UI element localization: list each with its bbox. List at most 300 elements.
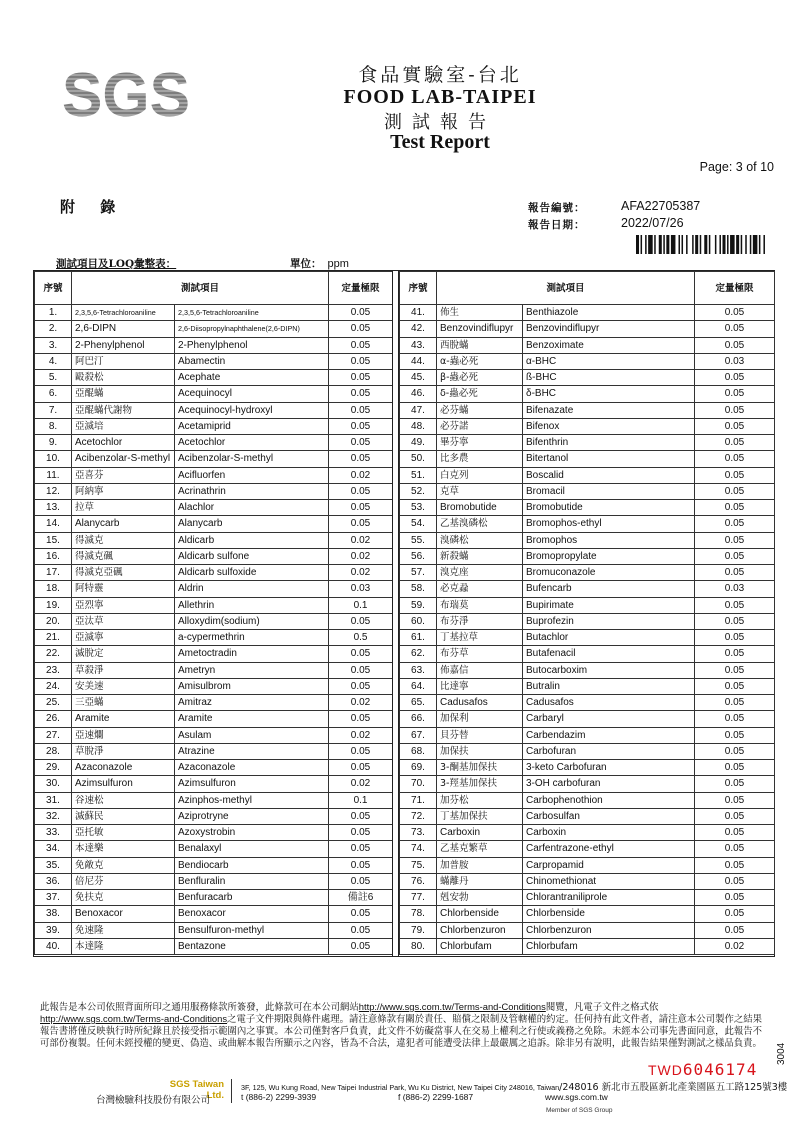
row-number: 73. bbox=[400, 825, 437, 841]
analyte-name-en: Aramite bbox=[175, 711, 329, 727]
loq-value: 0.05 bbox=[695, 711, 775, 727]
table-row bbox=[400, 613, 775, 629]
table-divider bbox=[392, 271, 399, 956]
analyte-name-local: 谷速松 bbox=[72, 792, 175, 808]
loq-value: 0.05 bbox=[329, 743, 393, 759]
loq-value: 0.05 bbox=[695, 630, 775, 646]
table-row bbox=[35, 695, 393, 711]
analyte-name-local: Carboxin bbox=[437, 825, 523, 841]
loq-value: 0.05 bbox=[695, 370, 775, 386]
loq-value: 0.05 bbox=[695, 467, 775, 483]
table-row bbox=[35, 890, 393, 906]
analyte-name-en: Buprofezin bbox=[523, 613, 695, 629]
loq-value: 0.05 bbox=[695, 435, 775, 451]
row-number: 40. bbox=[35, 938, 72, 954]
table-row bbox=[35, 760, 393, 776]
analyte-name-en: Atrazine bbox=[175, 743, 329, 759]
table-row bbox=[35, 873, 393, 889]
col-header-no: 序號 bbox=[400, 272, 437, 305]
loq-value: 0.05 bbox=[329, 873, 393, 889]
loq-value: 0.05 bbox=[329, 711, 393, 727]
analyte-name-local: 免扶克 bbox=[72, 890, 175, 906]
analyte-name-local: Bromobutide bbox=[437, 500, 523, 516]
row-number: 34. bbox=[35, 841, 72, 857]
analyte-name-local: Aramite bbox=[72, 711, 175, 727]
row-number: 1. bbox=[35, 305, 72, 321]
analyte-name-en: Boscalid bbox=[523, 467, 695, 483]
row-number: 80. bbox=[400, 938, 437, 954]
analyte-name-local: 本達樂 bbox=[72, 841, 175, 857]
disclaimer-text: 此報告是本公司依照背面所印之通用服務條款所簽發，此條款可在本公司網站 bbox=[40, 1001, 359, 1012]
terms-link[interactable]: http://www.sgs.com.tw/Terms-and-Conditions bbox=[358, 1001, 546, 1012]
table-row bbox=[400, 808, 775, 824]
website-link[interactable]: www.sgs.com.tw bbox=[545, 1092, 608, 1102]
row-number: 17. bbox=[35, 565, 72, 581]
loq-value: 0.02 bbox=[329, 467, 393, 483]
report-number-label: 報告編號： bbox=[528, 202, 586, 214]
analyte-name-en: Aldicarb bbox=[175, 532, 329, 548]
row-number: 41. bbox=[400, 305, 437, 321]
analyte-name-en: Carbendazim bbox=[523, 727, 695, 743]
analyte-name-en: 3-keto Carbofuran bbox=[523, 760, 695, 776]
analyte-name-local: Acibenzolar-S-methyl bbox=[72, 451, 175, 467]
analyte-name-local: 亞醌蟎 bbox=[72, 386, 175, 402]
analyte-name-en: 2,6-Diisopropylnaphthalene(2,6-DIPN) bbox=[175, 321, 329, 337]
address-en: 3F, 125, Wu Kung Road, New Taipei Industrial Park, Wu Ku District, New Taipei City 248016, Taiwan bbox=[241, 1083, 560, 1092]
analyte-name-local: 丁基加保扶 bbox=[437, 808, 523, 824]
serial-prefix: TWD bbox=[648, 1062, 683, 1078]
loq-value: 0.02 bbox=[695, 938, 775, 954]
report-title-en: Test Report bbox=[390, 131, 490, 153]
row-number: 35. bbox=[35, 857, 72, 873]
table-row bbox=[35, 613, 393, 629]
analyte-name-local: Benoxacor bbox=[72, 906, 175, 922]
table-caption: 測試項目及LOQ彙整表： bbox=[56, 258, 177, 270]
loq-value: 0.05 bbox=[329, 337, 393, 353]
analyte-name-local: 布芬淨 bbox=[437, 613, 523, 629]
loq-value: 0.05 bbox=[695, 451, 775, 467]
analyte-name-local: 蟎離丹 bbox=[437, 873, 523, 889]
analyte-name-local: 西脫蟎 bbox=[437, 337, 523, 353]
loq-value: 0.05 bbox=[329, 451, 393, 467]
loq-value: 0.05 bbox=[329, 662, 393, 678]
col-header-loq: 定量極限 bbox=[329, 272, 393, 305]
table-row bbox=[400, 938, 775, 954]
analyte-name-en: Acrinathrin bbox=[175, 483, 329, 499]
loq-value: 0.05 bbox=[329, 500, 393, 516]
table-row bbox=[400, 500, 775, 516]
row-number: 33. bbox=[35, 825, 72, 841]
sgs-logo bbox=[60, 60, 192, 124]
table-row bbox=[35, 581, 393, 597]
loq-value: 0.05 bbox=[695, 792, 775, 808]
analyte-name-en: Cadusafos bbox=[523, 695, 695, 711]
table-row bbox=[400, 321, 775, 337]
analyte-name-local: 安美速 bbox=[72, 678, 175, 694]
row-number: 67. bbox=[400, 727, 437, 743]
row-number: 59. bbox=[400, 597, 437, 613]
loq-value: 0.05 bbox=[329, 483, 393, 499]
analyte-name-local: 白克列 bbox=[437, 467, 523, 483]
loq-table bbox=[33, 270, 775, 957]
analyte-name-local: 毆殺松 bbox=[72, 370, 175, 386]
loq-value: 0.05 bbox=[695, 662, 775, 678]
analyte-name-en: Carpropamid bbox=[523, 857, 695, 873]
loq-value: 0.03 bbox=[695, 581, 775, 597]
analyte-name-en: Bromophos bbox=[523, 532, 695, 548]
analyte-name-local: 加保扶 bbox=[437, 743, 523, 759]
loq-value: 0.05 bbox=[695, 922, 775, 938]
analyte-name-local: 溴克座 bbox=[437, 565, 523, 581]
row-number: 68. bbox=[400, 743, 437, 759]
analyte-name-local: 草殺淨 bbox=[72, 662, 175, 678]
analyte-name-en: Amitraz bbox=[175, 695, 329, 711]
table-row bbox=[400, 841, 775, 857]
loq-value: 0.05 bbox=[329, 938, 393, 954]
loq-value: 0.05 bbox=[695, 532, 775, 548]
analyte-name-local: δ-蟲必死 bbox=[437, 386, 523, 402]
analyte-name-local: 得滅克亞碸 bbox=[72, 565, 175, 581]
analyte-name-local: 3-酮基加保扶 bbox=[437, 760, 523, 776]
loq-value: 0.05 bbox=[695, 727, 775, 743]
table-row bbox=[400, 727, 775, 743]
table-row bbox=[400, 825, 775, 841]
table-row bbox=[400, 418, 775, 434]
svg-text:SGS: SGS bbox=[62, 61, 190, 124]
serial-value: 6046174 bbox=[682, 1060, 758, 1079]
analyte-name-local: 佈生 bbox=[437, 305, 523, 321]
unit-info bbox=[290, 256, 349, 271]
row-number: 16. bbox=[35, 548, 72, 564]
analyte-name-local: 溴磷松 bbox=[437, 532, 523, 548]
analyte-name-local: 新殺蟎 bbox=[437, 548, 523, 564]
table-row bbox=[35, 727, 393, 743]
loq-value: 0.05 bbox=[695, 906, 775, 922]
table-row bbox=[400, 548, 775, 564]
analyte-name-en: Asulam bbox=[175, 727, 329, 743]
analyte-name-en: Butachlor bbox=[523, 630, 695, 646]
loq-value: 0.05 bbox=[329, 418, 393, 434]
row-number: 29. bbox=[35, 760, 72, 776]
analyte-name-local: 2,3,5,6-Tetrachloroaniline bbox=[72, 305, 175, 321]
loq-value: 0.05 bbox=[695, 337, 775, 353]
row-number: 22. bbox=[35, 646, 72, 662]
analyte-name-en: Bifenthrin bbox=[523, 435, 695, 451]
analyte-name-local: 加普胺 bbox=[437, 857, 523, 873]
row-number: 65. bbox=[400, 695, 437, 711]
fax: f (886-2) 2299-1687 bbox=[398, 1092, 474, 1102]
loq-value: 0.05 bbox=[329, 613, 393, 629]
row-number: 61. bbox=[400, 630, 437, 646]
report-date-label: 報告日期： bbox=[528, 219, 586, 231]
loq-value: 0.05 bbox=[695, 402, 775, 418]
row-number: 72. bbox=[400, 808, 437, 824]
analyte-name-en: Benzovindiflupyr bbox=[523, 321, 695, 337]
analyte-name-local: 免敵克 bbox=[72, 857, 175, 873]
analyte-name-en: Bufencarb bbox=[523, 581, 695, 597]
table-row bbox=[35, 825, 393, 841]
appendix-heading: 附 錄 bbox=[60, 198, 126, 216]
col-header-no: 序號 bbox=[35, 272, 72, 305]
loq-value: 0.1 bbox=[329, 792, 393, 808]
analyte-name-local: Alanycarb bbox=[72, 516, 175, 532]
analyte-name-local: Acetochlor bbox=[72, 435, 175, 451]
table-row bbox=[35, 516, 393, 532]
analyte-name-en: Azinphos-methyl bbox=[175, 792, 329, 808]
table-row bbox=[35, 305, 393, 321]
loq-value: 0.05 bbox=[329, 386, 393, 402]
loq-value: 0.05 bbox=[695, 695, 775, 711]
analyte-name-en: Bifenazate bbox=[523, 402, 695, 418]
row-number: 52. bbox=[400, 483, 437, 499]
analyte-name-local: 2-Phenylphenol bbox=[72, 337, 175, 353]
terms-link[interactable]: http://www.sgs.com.tw/Terms-and-Conditions bbox=[40, 1013, 228, 1024]
row-number: 27. bbox=[35, 727, 72, 743]
row-number: 23. bbox=[35, 662, 72, 678]
table-row bbox=[400, 743, 775, 759]
loq-value: 0.05 bbox=[695, 776, 775, 792]
row-number: 43. bbox=[400, 337, 437, 353]
loq-value: 0.05 bbox=[329, 678, 393, 694]
disclaimer bbox=[40, 1001, 762, 1049]
lab-name-en: FOOD LAB-TAIPEI bbox=[343, 86, 537, 108]
analyte-name-local: 滅脫定 bbox=[72, 646, 175, 662]
analyte-name-local: 亞速爛 bbox=[72, 727, 175, 743]
loq-value: 0.05 bbox=[329, 402, 393, 418]
row-number: 39. bbox=[35, 922, 72, 938]
row-number: 79. bbox=[400, 922, 437, 938]
row-number: 11. bbox=[35, 467, 72, 483]
loq-value: 0.03 bbox=[329, 581, 393, 597]
analyte-name-local: 比達寧 bbox=[437, 678, 523, 694]
footer-separator bbox=[231, 1079, 232, 1103]
loq-value: 0.05 bbox=[695, 516, 775, 532]
analyte-name-local: 本達隆 bbox=[72, 938, 175, 954]
row-number: 20. bbox=[35, 613, 72, 629]
table-row bbox=[35, 370, 393, 386]
table-row bbox=[35, 565, 393, 581]
analyte-name-en: Amisulbrom bbox=[175, 678, 329, 694]
analyte-name-local: 三亞蟎 bbox=[72, 695, 175, 711]
analyte-name-en: Carbosulfan bbox=[523, 808, 695, 824]
loq-value: 0.02 bbox=[329, 565, 393, 581]
table-row bbox=[35, 678, 393, 694]
analyte-name-en: Abamectin bbox=[175, 353, 329, 369]
row-number: 76. bbox=[400, 873, 437, 889]
loq-value: 0.05 bbox=[695, 760, 775, 776]
analyte-name-local: 乙基溴磷松 bbox=[437, 516, 523, 532]
loq-value: 備註6 bbox=[329, 890, 393, 906]
loq-value: 0.05 bbox=[695, 483, 775, 499]
loq-value: 0.05 bbox=[329, 841, 393, 857]
analyte-name-en: Butralin bbox=[523, 678, 695, 694]
table-row bbox=[400, 435, 775, 451]
row-number: 10. bbox=[35, 451, 72, 467]
table-row bbox=[35, 841, 393, 857]
table-row bbox=[400, 353, 775, 369]
table-row bbox=[35, 922, 393, 938]
row-number: 5. bbox=[35, 370, 72, 386]
loq-value: 0.02 bbox=[329, 532, 393, 548]
analyte-name-local: 阿特靈 bbox=[72, 581, 175, 597]
analyte-name-en: Chlorbufam bbox=[523, 938, 695, 954]
row-number: 51. bbox=[400, 467, 437, 483]
loq-value: 0.05 bbox=[329, 906, 393, 922]
analyte-name-en: Acifluorfen bbox=[175, 467, 329, 483]
loq-value: 0.05 bbox=[695, 597, 775, 613]
row-number: 47. bbox=[400, 402, 437, 418]
row-number: 57. bbox=[400, 565, 437, 581]
analyte-name-en: Benthiazole bbox=[523, 305, 695, 321]
row-number: 3. bbox=[35, 337, 72, 353]
side-number: 3004 bbox=[776, 1042, 787, 1065]
analyte-name-local: 貝芬替 bbox=[437, 727, 523, 743]
row-number: 71. bbox=[400, 792, 437, 808]
analyte-name-en: Bitertanol bbox=[523, 451, 695, 467]
table-row bbox=[400, 678, 775, 694]
row-number: 25. bbox=[35, 695, 72, 711]
analyte-name-local: 得滅克 bbox=[72, 532, 175, 548]
analyte-name-en: Carbophenothion bbox=[523, 792, 695, 808]
analyte-name-en: 2-Phenylphenol bbox=[175, 337, 329, 353]
analyte-name-local: Cadusafos bbox=[437, 695, 523, 711]
table-row bbox=[400, 483, 775, 499]
table-row bbox=[400, 792, 775, 808]
analyte-name-local: 亞滅寧 bbox=[72, 630, 175, 646]
analyte-name-local: Azaconazole bbox=[72, 760, 175, 776]
analyte-name-local: 得滅克碸 bbox=[72, 548, 175, 564]
analyte-name-local: 亞托敏 bbox=[72, 825, 175, 841]
analyte-name-en: α-BHC bbox=[523, 353, 695, 369]
row-number: 8. bbox=[35, 418, 72, 434]
table-row bbox=[35, 418, 393, 434]
company-name-zh: 台灣檢驗科技股份有限公司 bbox=[96, 1095, 211, 1106]
loq-value: 0.05 bbox=[695, 321, 775, 337]
row-number: 31. bbox=[35, 792, 72, 808]
table-row bbox=[400, 906, 775, 922]
analyte-name-en: Carfentrazone-ethyl bbox=[523, 841, 695, 857]
analyte-name-en: Alanycarb bbox=[175, 516, 329, 532]
loq-value: 0.5 bbox=[329, 630, 393, 646]
analyte-name-local: 亞喜芬 bbox=[72, 467, 175, 483]
row-number: 78. bbox=[400, 906, 437, 922]
analyte-name-local: α-蟲必死 bbox=[437, 353, 523, 369]
loq-value: 0.05 bbox=[329, 760, 393, 776]
analyte-name-local: 亞醌蟎代謝物 bbox=[72, 402, 175, 418]
table-row bbox=[35, 451, 393, 467]
row-number: 50. bbox=[400, 451, 437, 467]
row-number: 32. bbox=[35, 808, 72, 824]
loq-table-left bbox=[34, 271, 392, 956]
analyte-name-en: Benoxacor bbox=[175, 906, 329, 922]
row-number: 13. bbox=[35, 500, 72, 516]
row-number: 63. bbox=[400, 662, 437, 678]
analyte-name-en: 2,3,5,6-Tetrachloroaniline bbox=[175, 305, 329, 321]
analyte-name-local: 克草 bbox=[437, 483, 523, 499]
loq-value: 0.05 bbox=[695, 500, 775, 516]
address-zh: /248016 新北市五股區新北產業園區五工路125號3樓 bbox=[559, 1082, 788, 1093]
analyte-name-local: Chlorbufam bbox=[437, 938, 523, 954]
col-header-item: 測試項目 bbox=[437, 272, 695, 305]
table-row bbox=[400, 565, 775, 581]
page-number: Page: 3 of 10 bbox=[699, 160, 774, 174]
table-row bbox=[35, 435, 393, 451]
table-row bbox=[400, 646, 775, 662]
table-row bbox=[35, 743, 393, 759]
analyte-name-local: 拉草 bbox=[72, 500, 175, 516]
analyte-name-en: Bromophos-ethyl bbox=[523, 516, 695, 532]
loq-value: 0.05 bbox=[329, 370, 393, 386]
analyte-name-local: 布瑞莫 bbox=[437, 597, 523, 613]
analyte-name-en: Acibenzolar-S-methyl bbox=[175, 451, 329, 467]
analyte-name-en: Bromacil bbox=[523, 483, 695, 499]
analyte-name-en: Benfluralin bbox=[175, 873, 329, 889]
table-row bbox=[35, 906, 393, 922]
analyte-name-en: Bromobutide bbox=[523, 500, 695, 516]
table-row bbox=[400, 532, 775, 548]
table-row bbox=[400, 467, 775, 483]
analyte-name-en: Alachlor bbox=[175, 500, 329, 516]
loq-value: 0.05 bbox=[695, 305, 775, 321]
table-row bbox=[35, 646, 393, 662]
table-row bbox=[400, 451, 775, 467]
row-number: 12. bbox=[35, 483, 72, 499]
loq-value: 0.05 bbox=[695, 386, 775, 402]
table-row bbox=[35, 792, 393, 808]
analyte-name-en: Bromopropylate bbox=[523, 548, 695, 564]
analyte-name-en: Benalaxyl bbox=[175, 841, 329, 857]
loq-value: 0.05 bbox=[695, 418, 775, 434]
analyte-name-local: Azimsulfuron bbox=[72, 776, 175, 792]
analyte-name-en: Bupirimate bbox=[523, 597, 695, 613]
analyte-name-en: Butafenacil bbox=[523, 646, 695, 662]
table-row bbox=[35, 483, 393, 499]
analyte-name-local: 亞汰草 bbox=[72, 613, 175, 629]
col-header-item: 測試項目 bbox=[72, 272, 329, 305]
row-number: 54. bbox=[400, 516, 437, 532]
analyte-name-en: a-cypermethrin bbox=[175, 630, 329, 646]
table-row bbox=[35, 711, 393, 727]
table-row bbox=[35, 321, 393, 337]
table-row bbox=[35, 662, 393, 678]
loq-value: 0.05 bbox=[695, 565, 775, 581]
row-number: 48. bbox=[400, 418, 437, 434]
analyte-name-local: 阿巴汀 bbox=[72, 353, 175, 369]
loq-value: 0.05 bbox=[329, 857, 393, 873]
analyte-name-local: 比多農 bbox=[437, 451, 523, 467]
analyte-name-local: Benzovindiflupyr bbox=[437, 321, 523, 337]
table-row bbox=[35, 337, 393, 353]
row-number: 42. bbox=[400, 321, 437, 337]
analyte-name-en: Azaconazole bbox=[175, 760, 329, 776]
loq-value: 0.05 bbox=[329, 435, 393, 451]
loq-value: 0.05 bbox=[695, 613, 775, 629]
table-row bbox=[35, 500, 393, 516]
report-date: 2022/07/26 bbox=[621, 216, 684, 230]
unit-label: 單位： bbox=[290, 258, 322, 270]
analyte-name-en: Carboxin bbox=[523, 825, 695, 841]
analyte-name-en: Bromuconazole bbox=[523, 565, 695, 581]
analyte-name-en: Chlorbenzuron bbox=[523, 922, 695, 938]
table-row bbox=[35, 776, 393, 792]
report-number: AFA22705387 bbox=[621, 199, 701, 213]
analyte-name-en: Aldicarb sulfone bbox=[175, 548, 329, 564]
analyte-name-local: 佈嘉信 bbox=[437, 662, 523, 678]
loq-value: 0.03 bbox=[695, 353, 775, 369]
table-row bbox=[400, 337, 775, 353]
loq-value: 0.05 bbox=[695, 873, 775, 889]
analyte-name-en: Acequinocyl-hydroxyl bbox=[175, 402, 329, 418]
